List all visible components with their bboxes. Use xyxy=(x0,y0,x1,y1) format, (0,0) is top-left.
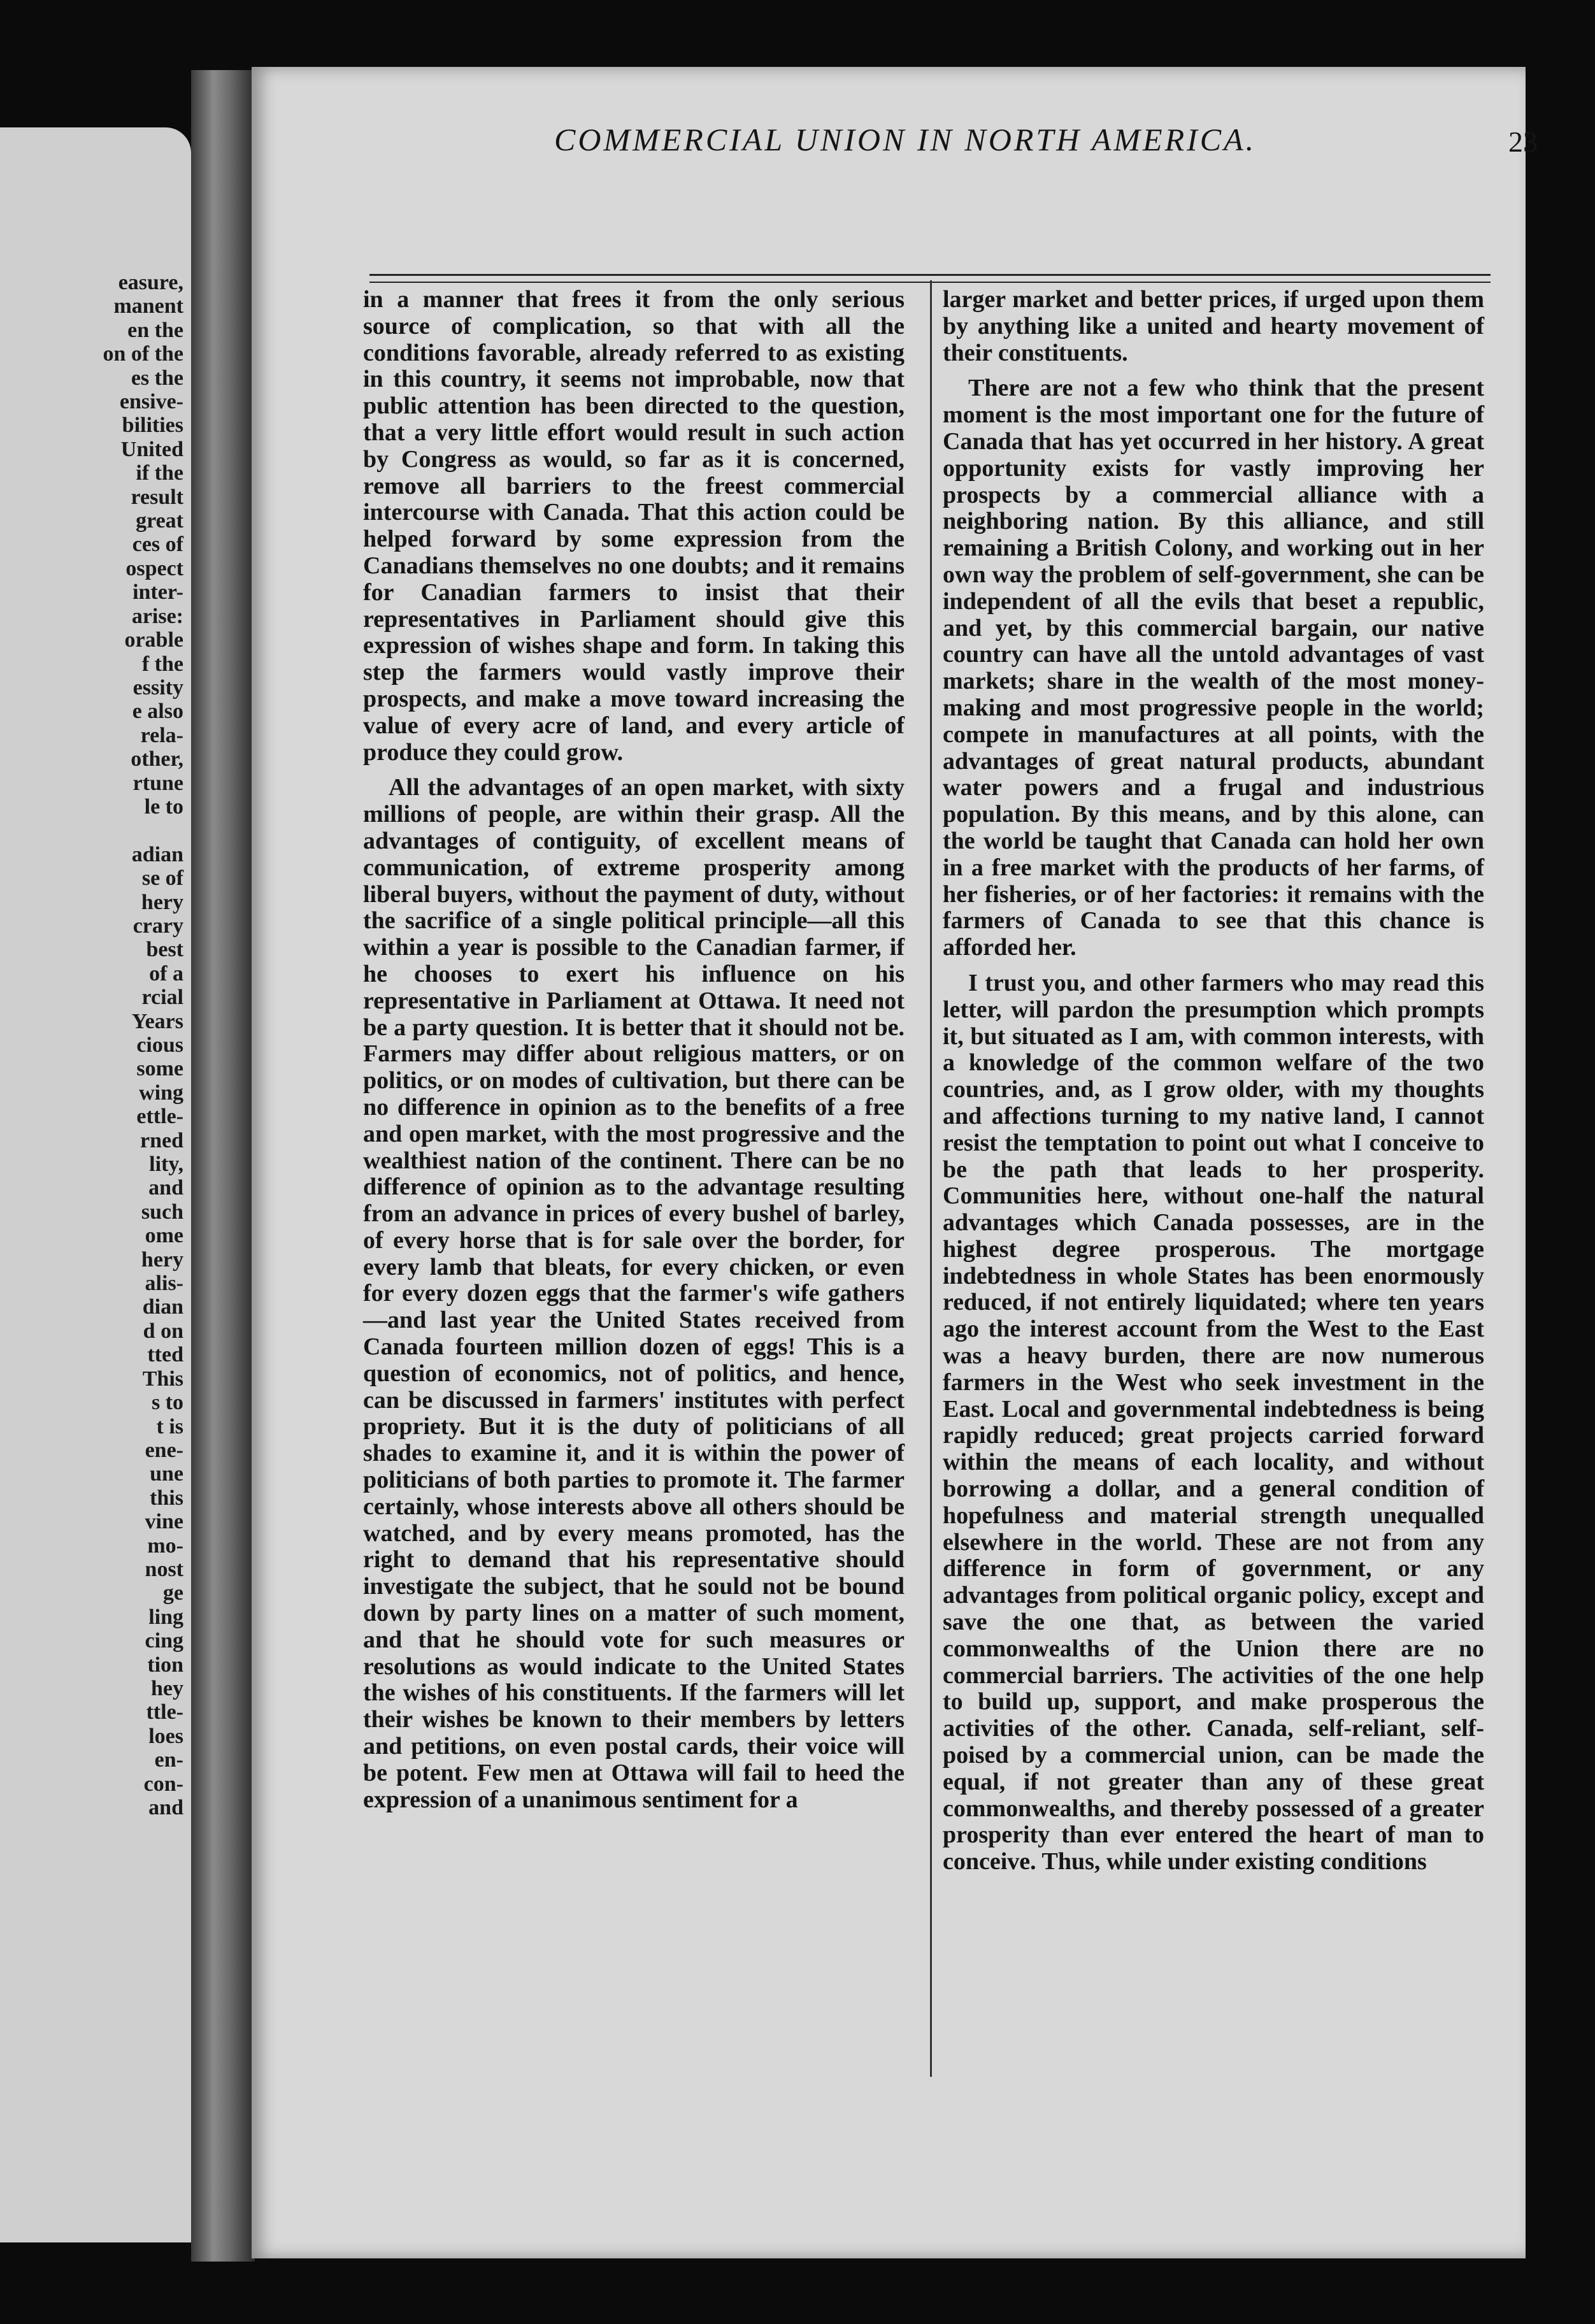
paragraph: All the advantages of an open market, with sixty millions of people, are within their grasp. All the advantages of contiguity, of excellent means of communication, of extreme prosperity among liberal buyers, without the payment of duty, without the sacrifice of a single political principle—all this within a year is possible to the Canadian farmer, if he chooses to exert his influence on his representative in Parliament at Ottawa. It need not be a party question. It is better that it should not be. Farmers may differ about religious matters, or on politics, or on modes of cultivation, but there can be no difference in opinion as to the benefits of a free and open market, with the most progressive and the wealthiest nation of the continent. There can be no difference of opinion as to the advantage resulting from an advance in prices of every bushel of barley, of every horse that is for sale over the border, for every lamb that bleats, for every chicken, or even for every dozen eggs that the farmer's wife gathers—and last year the United States received from Canada fourteen million dozen of eggs! This is a question of economics, not of politics, and hence, can be discussed in farmers' institutes with perfect propriety. But it is the duty of politicians of all shades to examine it, and it is within the power of politicians of both parties to promote it. The farmer certainly, whose interests above all others should be watched, and by every means promoted, has the right to demand that his representative should investigate the subject, that he sould not be bound down by party lines on a matter of such moment, and that he should vote for such measures or resolutions as would indicate to the United States the wishes of his constituents. If the farmers will let their wishes be known to their members by letters and petitions, on even postal cards, their voice will be potent. Few men at Ottawa will fail to heed the expression of a unanimous sentiment for a xyxy=(363,774,905,1813)
page-number: 23 xyxy=(1508,126,1538,158)
paragraph: larger market and better prices, if urged upon them by anything like a united and hearty movement of their constituents. xyxy=(943,286,1484,366)
page-header xyxy=(268,121,1557,166)
book-gutter xyxy=(191,70,255,2262)
right-column xyxy=(943,287,1484,1876)
film-border xyxy=(1526,0,1595,2324)
facing-page-edge xyxy=(0,127,191,2242)
header-rule xyxy=(369,274,1491,276)
paragraph: in a manner that frees it from the only serious source of complication, so that with all the conditions favorable, already referred to as existing in this country, it seems not improbable, now that public attention has been directed to the question, that a very little effort would result in such action by Congress as would, so far as it is concerned, remove all barriers to the freest commercial intercourse with Canada. That this action could be helped forward by some expression from the Canadians themselves no one doubts; and it remains for Canadian farmers to insist that their representatives in Parliament should give this expression of wishes shape and form. In taking this step the farmers would vastly improve their prospects, and make a move toward increasing the value of every acre of land, and every article of produce they could grow. xyxy=(363,286,905,766)
left-column xyxy=(363,287,905,1813)
paragraph: There are not a few who think that the present moment is the most important one for the future of Canada that has yet occurred in her history. A great opportunity exists for vastly improving her prospects by a commercial alliance with a neighboring nation. By this alliance, and still remaining a British Colony, and working out in her own way the problem of self-government, she can be independent of all the evils that beset a republic, and yet, by this commercial bargain, our native country can have all the untold advantages of vast markets; share in the wealth of the most money-making and most progressive people in the world; compete in manufactures at all points, with the advantages of great natural products, abundant water powers and a frugal and industrious population. By this means, and by this alone, can the world be taught that Canada can hold her own in a free market with the products of her farms, of her fisheries, or of her factories: it remains with the farmers of Canada to see that this chance is afforded her. xyxy=(943,375,1484,961)
paragraph: I trust you, and other farmers who may read this letter, will pardon the presumption which prompts it, but situated as I am, with common interests, with a knowledge of the common welfare of the two countries, and, as I grow older, with my thoughts and affections turning to my native land, I cannot resist the temptation to point out what I conceive to be the path that leads to her prosperity. Communities here, without one-half the natural advantages which Canada possesses, are in the highest degree prosperous. The mortgage indebtedness in whole States has been enormously reduced, if not entirely liquidated; where ten years ago the interest account from the West to the East was a heavy burden, there are now numerous farmers in the West who seek investment in the East. Local and governmental indebtedness is being rapidly reduced; great projects carried forward within the means of each locality, and without borrowing a dollar, and a general condition of hopefulness and material strength unequalled elsewhere in the world. These are not from any difference in form of government, or any advantages from political organic policy, except and save the one that, as between the varied commonwealths of the Union there are no commercial barriers. The activities of the one help to build up, support, and make prosperous the activities of the other. Canada, self-reliant, self-poised by a commercial union, can be made the equal, if not greater than any of these great commonwealths, and thereby possessed of a greater prosperity than ever entered the heart of man to conceive. Thus, while under existing conditions xyxy=(943,969,1484,1876)
facing-page-text-fragments: easure, manent en the on of the es the ensive- bilities United if the result great ces of ospect inter- arise: orable f the essity e also rela- other, rtune le to adian se of hery crary best of a rcial Years cious some wing ettle- rned lity, and such ome hery alis- dian d on tted This s to t is ene- une this vine mo- nost ge ling cing tion hey ttle- loes en- con- and xyxy=(103,271,183,1819)
column-divider xyxy=(930,280,932,2077)
running-title: COMMERCIAL UNION IN NORTH AMERICA. xyxy=(554,122,1257,157)
